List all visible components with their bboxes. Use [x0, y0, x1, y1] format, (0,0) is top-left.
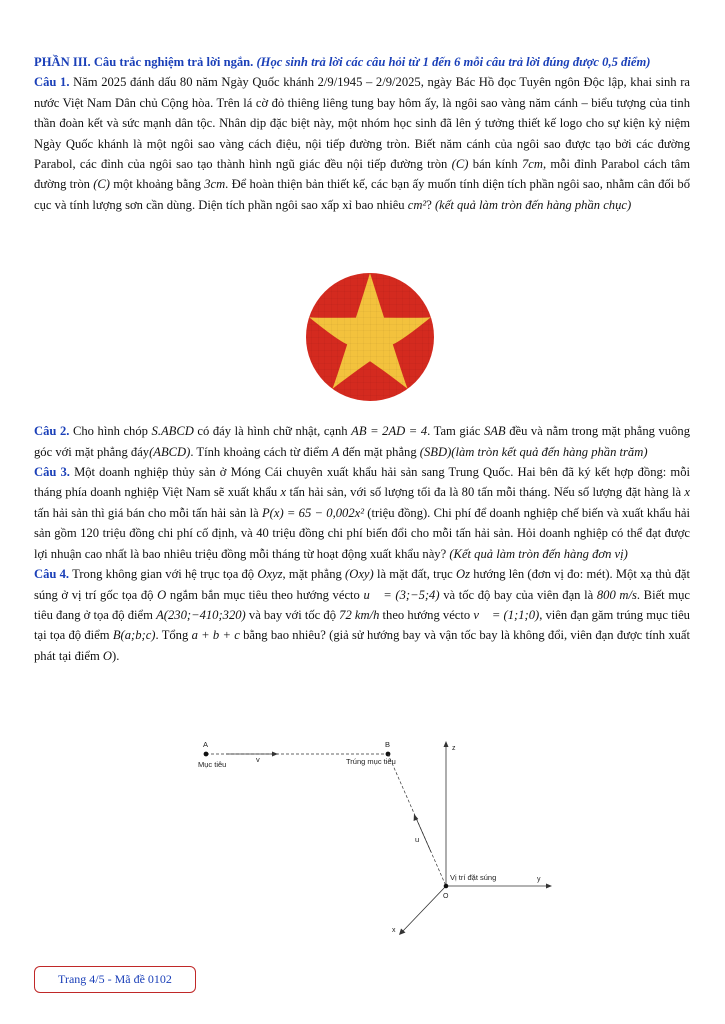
z-arrowhead [444, 741, 449, 747]
q2-edge: AB = 2AD = 4 [351, 424, 428, 439]
q4-axis: Oz [455, 567, 470, 582]
q4-text: . Biết mục tiêu đang ở tọa độ điểm [34, 587, 690, 622]
q1-circle: (C) [451, 157, 469, 172]
q1-unit: cm² [407, 197, 427, 212]
y-arrowhead [546, 884, 552, 889]
bullet-trajectory-figure [196, 740, 556, 936]
question-3 [34, 462, 690, 564]
q2-note: (làm tròn kết quả đến hàng phần trăm) [451, 444, 648, 459]
label-u: u [415, 835, 420, 844]
q4-text: , mặt phẳng [282, 567, 342, 582]
label-vi-tri: Vị trí đặt súng [450, 873, 497, 882]
point-a [204, 752, 209, 757]
q1-circle: (C) [93, 177, 110, 192]
q2-text: Cho hình chóp [72, 424, 148, 439]
q4-text: và tốc độ bay của viên đạn là [443, 587, 594, 602]
q4-text: và bay với tốc độ [248, 607, 336, 622]
x-axis [402, 886, 446, 932]
q2-text: đến mặt phẳng [342, 444, 417, 459]
label-y: y [537, 876, 541, 883]
q4-point-a: A(230;−410;320) [156, 607, 246, 622]
q2-point: A [331, 444, 340, 459]
question-2 [34, 421, 690, 462]
label-trung: Trúng mục tiêu [346, 757, 396, 766]
q2-solid: S.ABCD [151, 424, 194, 439]
q3-text: tấn hải sản thì giá bán cho mỗi tấn hải sản là [34, 505, 259, 520]
q3-note: (Kết quả làm tròn đến hàng đơn vị) [449, 546, 628, 561]
star-logo-figure [305, 272, 435, 402]
label-muc-tieu: Mục tiêu [198, 760, 227, 769]
u-arrowhead [414, 814, 419, 821]
q4-sum: a + b + c [191, 628, 240, 643]
q3-label: Câu 3. [34, 465, 70, 480]
q2-triangle: SAB [483, 424, 506, 439]
q3-text: (triệu đồng). Chi phí để doanh nghiệp chế biến và xuất khẩu hải sản gồm 120 triệu đồng chi phí cố định, và 40 triệu đồng chi phí biến đổi cho mỗi tấn hải sản. Hỏi doanh nghiệp có thể đạt được lợi nhuận cao nhất là bao nhiêu triệu đồng mỗi tháng từ hoạt động xuất khẩu này? [34, 505, 691, 561]
q3-var: x [280, 485, 287, 500]
question-4 [34, 564, 690, 666]
q4-system: Oxyz [257, 567, 283, 582]
q1-text: Năm 2025 đánh dấu 80 năm Ngày Quốc khánh 2/9/1945 – 2/9/2025, ngày Bác Hồ đọc Tuyên ngôn Độc lập, khai sinh ra nước Việt Nam Dân chủ Cộng hòa. Trên lá cờ đỏ thiêng liêng tung bay hôm ấy, là ngôi sao vàng năm cánh – biểu tượng của tinh thần đoàn kết và sức mạnh dân tộc. Nhân dịp đặc biệt này, một nhóm học sinh đã lên ý tưởng thiết kế logo cho sự kiện kỷ niệm Ngày Quốc khánh là một ngôi sao vàng cách điệu, nội tiếp đường tròn. Biết năm cánh của ngôi sao được tạo bởi các đường Parabol, các đỉnh của ngôi sao tạo thành hình ngũ giác đều nội tiếp đường tròn [34, 75, 690, 172]
q4-text: ). [112, 648, 120, 663]
v-arrowhead [272, 752, 278, 757]
label-z: z [452, 745, 456, 752]
q3-text: Một doanh nghiệp thủy sản ở Móng Cái chuyên xuất khẩu hải sản sang Trung Quốc. Hai bên đã ký kết hợp đồng: mỗi tháng phía doanh nghiệp Việt Nam sẽ xuất khẩu [34, 465, 690, 500]
q3-var: x [684, 485, 691, 500]
q1-distance: 3cm [204, 177, 226, 192]
q1-text: bán kính [472, 157, 518, 172]
q4-target-speed: 72 km/h [339, 607, 380, 622]
q4-label: Câu 4. [34, 567, 70, 582]
q2-text: có đáy là hình chữ nhật, cạnh [197, 424, 348, 439]
q1-radius: 7cm [521, 157, 543, 172]
part-title: PHẦN III. Câu trắc nghiệm trả lời ngắn. [34, 55, 254, 69]
q2-plane: (SBD) [419, 444, 452, 459]
label-v: v [256, 755, 260, 764]
q4-speed: 800 m/s [596, 587, 637, 602]
q4-origin: O [102, 648, 113, 663]
label-a: A [203, 740, 209, 749]
q4-vector-v: v⃗ = (1;1;0) [473, 607, 540, 622]
q4-text: hướng lên (đơn vị đo: mét). Một xạ thủ đặt súng ở vị trí gốc tọa độ [34, 567, 690, 602]
q3-price: P(x) = 65 − 0,002x² [261, 505, 364, 520]
label-b: B [385, 740, 391, 749]
q4-point-b: B(a;b;c) [112, 628, 156, 643]
label-o: O [443, 893, 449, 900]
q3-text: tấn hải sản, với số lượng tối đa là 80 tấn mỗi tháng. Nếu số lượng đặt hàng là [289, 485, 682, 500]
q4-text: ngắm bắn mục tiêu theo hướng vécto [169, 587, 360, 602]
part-instruction: (Học sinh trả lời các câu hỏi từ 1 đến 6 mỗi câu trả lời đúng được 0,5 điểm) [256, 55, 651, 69]
q4-text: bằng bao nhiêu? (giả sử hướng bay và vận tốc bay là không đổi, viên đạn được tính xuất phát tại điểm [34, 628, 691, 663]
q2-text: . Tam giác [427, 424, 481, 439]
q1-text: ? [426, 197, 432, 212]
q4-text: là mặt đất, trục [376, 567, 453, 582]
q4-text: . Tổng [155, 628, 189, 643]
q4-vector-u: u⃗ = (3;−5;4) [363, 587, 440, 602]
q2-text: đều và nằm trong mặt phẳng vuông góc với mặt phẳng đáy [34, 424, 690, 459]
part-heading [34, 52, 690, 72]
q1-note: (kết quả làm tròn đến hàng phần chục) [434, 197, 632, 212]
origin-point [444, 884, 449, 889]
question-1 [34, 72, 690, 215]
q4-text: Trong không gian với hệ trục tọa độ [72, 567, 255, 582]
grid-overlay [305, 272, 435, 402]
q2-label: Câu 2. [34, 424, 70, 439]
q4-plane: (Oxy) [345, 567, 374, 582]
page-footer: Trang 4/5 - Mã đề 0102 [34, 966, 196, 993]
q2-base: (ABCD) [149, 444, 191, 459]
label-x: x [392, 927, 396, 934]
q1-label: Câu 1. [34, 75, 70, 90]
q4-origin: O [157, 587, 167, 602]
q1-text: . Để hoàn thiện bản thiết kế, các bạn ấy muốn tính diện tích phần ngôi sao, nhằm cân đối bố cục và tính lượng sơn cần dùng. Diện tích phần ngôi sao xấp xỉ bao nhiêu [34, 177, 691, 212]
q1-text: một khoảng bằng [113, 177, 201, 192]
q1-text: , mỗi đỉnh Parabol cách tâm đường tròn [34, 157, 690, 192]
q4-text: , viên đạn găm trúng mục tiêu tại tọa độ điểm [34, 607, 690, 643]
q4-text: theo hướng vécto [382, 607, 471, 622]
q2-text: . Tính khoảng cách từ điểm [190, 444, 329, 459]
